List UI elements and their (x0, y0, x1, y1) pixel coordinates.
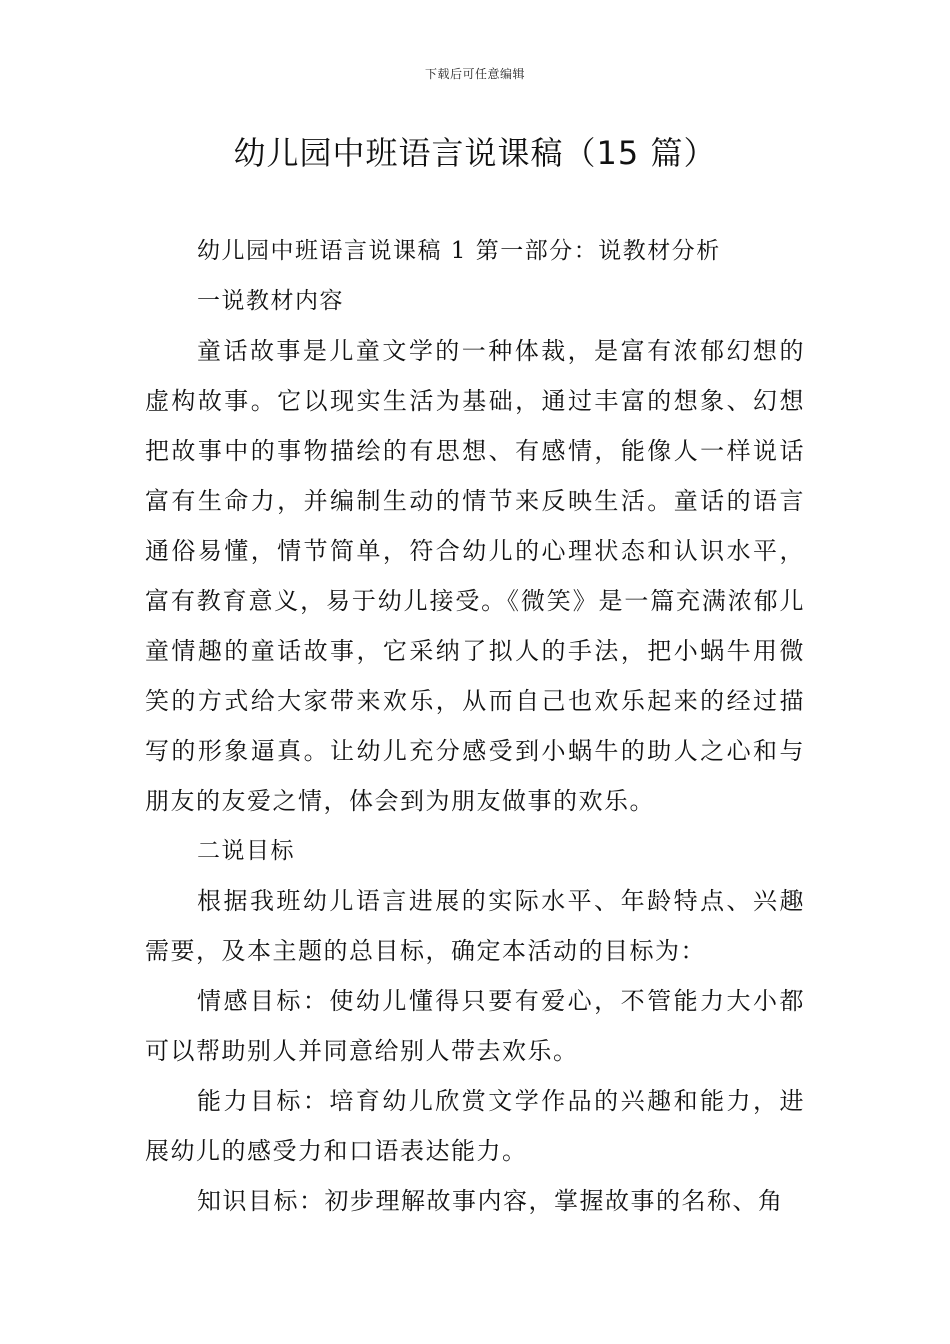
paragraph-emotional-goal: 情感目标：使幼儿懂得只要有爱心，不管能力大小都可以帮助别人并同意给别人带去欢乐。 (145, 987, 805, 1065)
paragraph-fairy-tale: 童话故事是儿童文学的一种体裁，是富有浓郁幻想的虚构故事。它以现实生活为基础，通过丰富的想象、幻想把故事中的事物描绘的有思想、有感情，能像人一样说话富有生命力，并编制生动的情节来反映生活。童话的语言通俗易懂，情节简单，符合幼儿的心理状态和认识水平，富有教育意义，易于幼儿接受。《微笑》是一篇充满浓郁儿童情趣的童话故事，它采纳了拟人的手法，把小蜗牛用微笑的方式给大家带来欢乐，从而自己也欢乐起来的经过描写的形象逼真。让幼儿充分感受到小蜗牛的助人之心和与朋友的友爱之情，体会到为朋友做事的欢乐。 (145, 337, 805, 815)
paragraph-knowledge-goal: 知识目标：初步理解故事内容，掌握故事的名称、角 (197, 1187, 784, 1215)
download-note: 下载后可任意编辑 (424, 67, 525, 81)
paragraph-ability-goal: 能力目标：培育幼儿欣赏文学作品的兴趣和能力，进展幼儿的感受力和口语表达能力。 (145, 1087, 805, 1165)
document-title: 幼儿园中班语言说课稿（15 篇） (233, 134, 717, 172)
paragraph-goal-intro: 根据我班幼儿语言进展的实际水平、年龄特点、兴趣需要，及本主题的总目标，确定本活动的目标为： (145, 887, 805, 965)
section-heading: 幼儿园中班语言说课稿 1 第一部分：说教材分析 (197, 238, 721, 264)
subheading-goals: 二说目标 (197, 838, 295, 864)
subheading-teaching-content: 一说教材内容 (197, 288, 344, 314)
document-body (145, 226, 805, 1226)
